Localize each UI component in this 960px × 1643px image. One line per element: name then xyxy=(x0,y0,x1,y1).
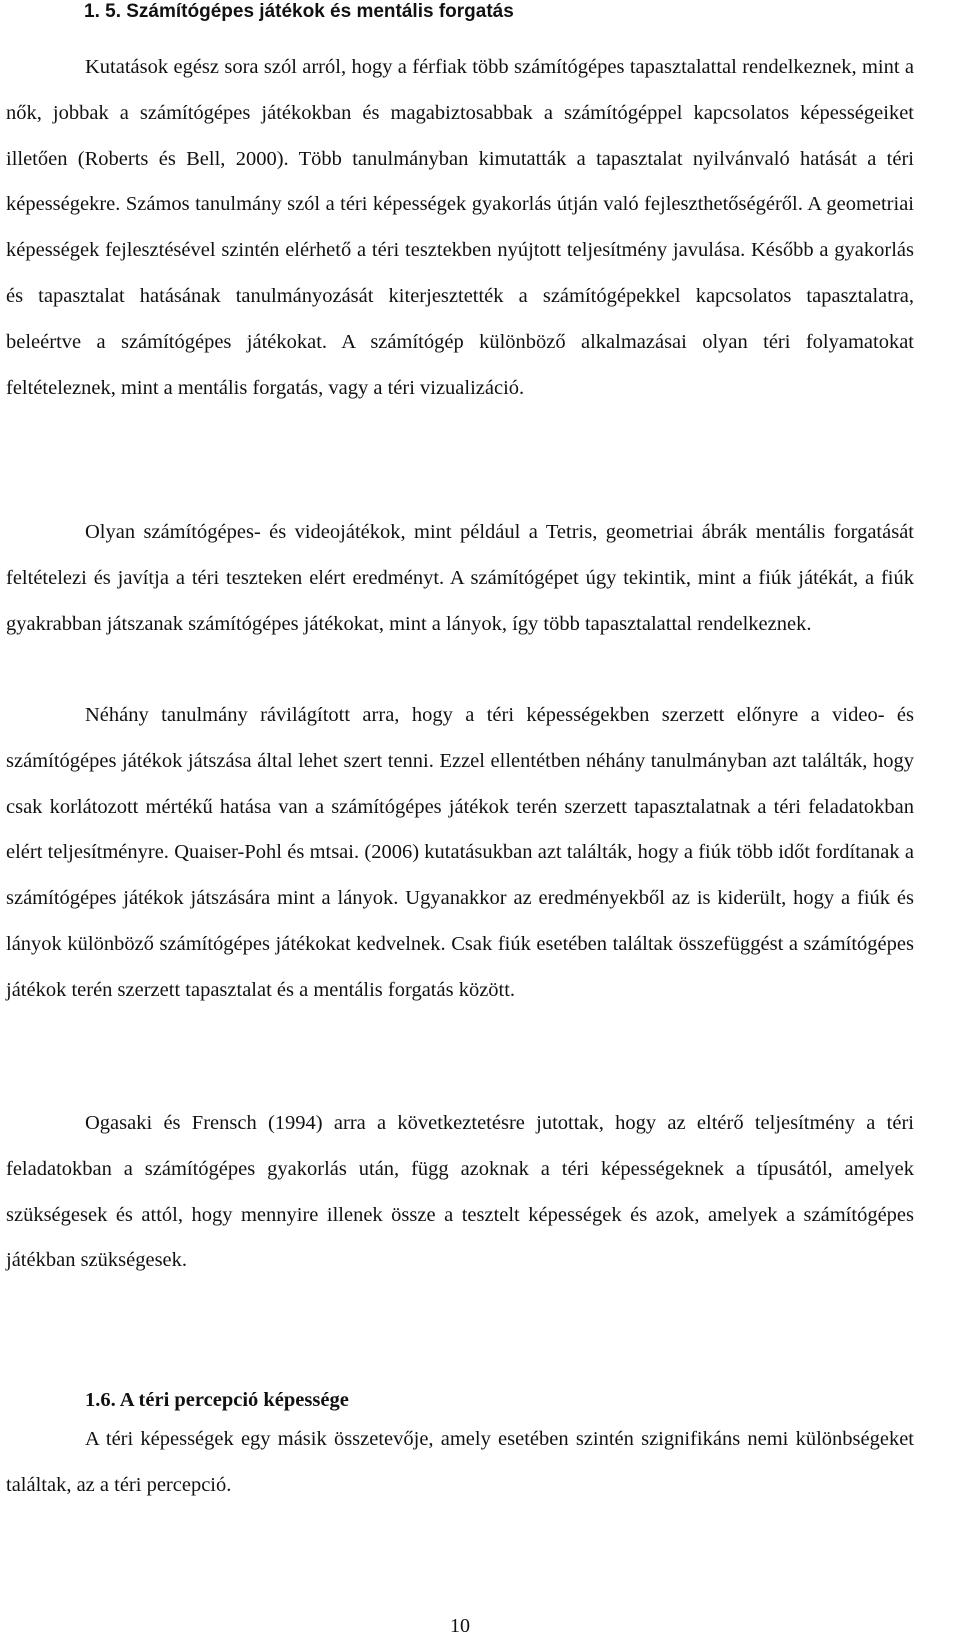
paragraph: Ogasaki és Frensch (1994) arra a következtetésre jutottak, hogy az eltérő teljesítmény a téri feladatokban a számítógépes gyakorlás után, függ azoknak a téri képességeknek a típusától, amelyek szükségesek és attól, hogy mennyire illenek össze a tesztelt képességek és azok, amelyek a számítógépes játékban szükségesek. xyxy=(6,1112,914,1272)
page-number: 10 xyxy=(450,1615,470,1637)
paragraph: Néhány tanulmány rávilágított arra, hogy a téri képességekben szerzett előnyre a video- és számítógépes játékok játszása által lehet szert tenni. Ezzel ellentétben néhány tanulmányban azt találták, hogy csak korlátozott mértékű hatása van a számítógépes játékok terén szerzett tapasztalatnak a téri feladatokban elért teljesítményre. Quaiser-Pohl és mtsai. (2006) kutatásukban azt találták, hogy a fiúk több időt fordítanak a számítógépes játékok játszására mint a lányok. Ugyanakkor az eredményekből az is kiderült, hogy a fiúk és lányok különböző számítógépes játékokat kedvelnek. Csak fiúk esetében találtak összefüggést a számítógépes játékok terén szerzett tapasztalat és a mentális forgatás között. xyxy=(6,704,914,1001)
paragraph: Kutatások egész sora szól arról, hogy a férfiak több számítógépes tapasztalattal rendelkeznek, mint a nők, jobbak a számítógépes játékokban és magabiztosabbak a számítógéppel kapcsolatos képességeiket illetően (Roberts és Bell, 2000). Több tanulmányban kimutatták a tapasztalat nyilvánvaló hatását a téri képességekre. Számos tanulmány szól a téri képességek gyakorlás útján való fejleszthetőségéről. A geometriai képességek fejlesztésével szintén elérhető a téri tesztekben nyújtott teljesítmény javulása. Később a gyakorlás és tapasztalat hatásának tanulmányozását kiterjesztették a számítógépekkel kapcsolatos tapasztalatra, beleértve a számítógépes játékokat. A számítógép különböző alkalmazásai olyan téri folyamatokat feltételeznek, mint a mentális forgatás, vagy a téri vizualizáció. xyxy=(6,56,914,399)
paragraph: Olyan számítógépes- és videojátékok, mint például a Tetris, geometriai ábrák mentális forgatását feltételezi és javítja a téri teszteken elért eredményt. A számítógépet úgy tekintik, mint a fiúk játékát, a fiúk gyakrabban játszanak számítógépes játékokat, mint a lányok, így több tapasztalattal rendelkeznek. xyxy=(6,521,914,635)
section-heading: 1. 5. Számítógépes játékok és mentális forgatás xyxy=(84,1,514,22)
subsection-heading: 1.6. A téri percepció képessége xyxy=(85,1389,349,1411)
subsection-paragraph: A téri képességek egy másik összetevője, amely esetében szintén szignifikáns nemi különbségeket találtak, az a téri percepció. xyxy=(6,1428,914,1496)
